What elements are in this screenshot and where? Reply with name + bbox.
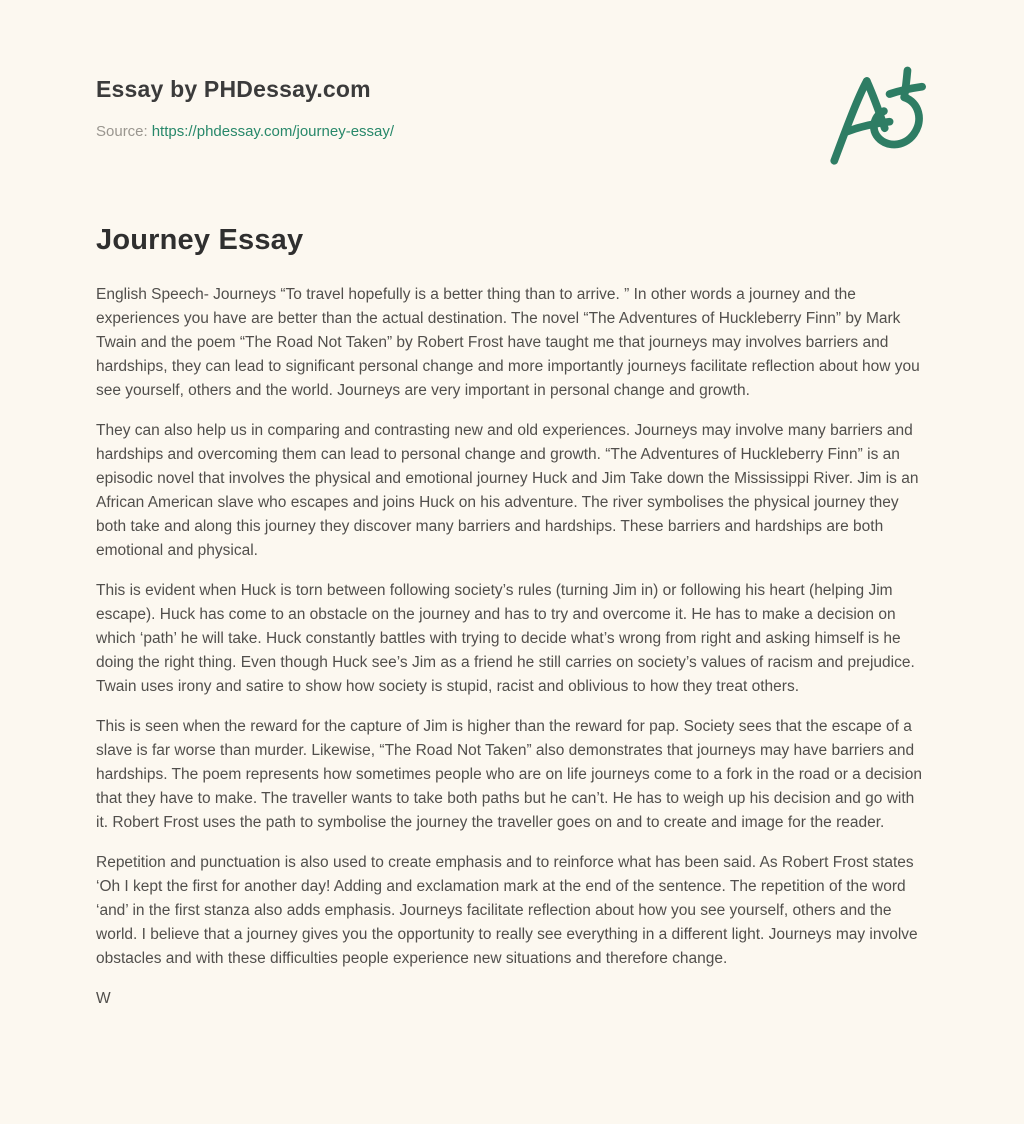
page-title: Essay by PHDessay.com: [96, 76, 371, 102]
source-line: [96, 123, 936, 140]
essay-paragraph: They can also help us in comparing and contrasting new and old experiences. Journeys may involve many barriers and hardships and overcoming them can lead to personal change and growth. “The Adventures of Huckleberry Finn” is an episodic novel that involves the physical and emotional journey Huck and Jim Take down the Mississippi River. Jim is an African American slave who escapes and joins Huck on his adventure. The river symbolises the physical journey they both take and along this journey they discover many barriers and hardships. These barriers and hardships are both emotional and physical.: [96, 422, 919, 559]
essay-title: Journey Essay: [96, 224, 304, 256]
phdessay-a-plus-logo-icon: [818, 62, 940, 170]
essay-paragraph-truncated: W: [96, 990, 111, 1007]
source-link[interactable]: https://phdessay.com/journey-essay/: [151, 123, 395, 140]
essay-paragraph: This is evident when Huck is torn between following society’s rules (turning Jim in) or following his heart (helping Jim escape). Huck has come to an obstacle on the journey and has to try and overcome it. He has to make a decision on which ‘path’ he will take. Huck constantly battles with trying to decide what’s wrong from right and asking himself is he doing the right thing. Even though Huck see’s Jim as a friend he still carries on society’s values of racism and prejudice. Twain uses irony and satire to show how society is stupid, racist and oblivious to how they treat others.: [96, 582, 915, 695]
essay-paragraph: English Speech- Journeys “To travel hopefully is a better thing than to arrive. ” In other words a journey and the experiences you have are better than the actual destination. The novel “The Adventures of Huckleberry Finn” by Mark Twain and the poem “The Road Not Taken” by Robert Frost have taught me that journeys may involves barriers and hardships, they can lead to significant personal change and more importantly journeys facilitate reflection about how you see yourself, others and the world. Journeys are very important in personal change and growth.: [96, 286, 920, 399]
essay-paragraph: Repetition and punctuation is also used to create emphasis and to reinforce what has been said. As Robert Frost states ‘Oh I kept the first for another day! Adding and exclamation mark at the end of the sentence. The repetition of the word ‘and’ in the first stanza also adds emphasis. Journeys facilitate reflection about how you see yourself, others and the world. I believe that a journey gives you the opportunity to really see everything in a different light. Journeys may involve obstacles and with these difficulties people experience new situations and therefore change.: [96, 854, 918, 967]
page-header: [0, 0, 1024, 140]
essay-paragraph: This is seen when the reward for the capture of Jim is higher than the reward for pap. Society sees that the escape of a slave is far worse than murder. Likewise, “The Road Not Taken” also demonstrates that journeys may have barriers and hardships. The poem represents how sometimes people who are on life journeys come to a fork in the road or a decision that they have to make. The traveller wants to take both paths but he can’t. He has to weigh up his decision and go with it. Robert Frost uses the path to symbolise the journey the traveller goes on and to create and image for the reader.: [96, 718, 922, 831]
source-label: Source:: [96, 123, 148, 140]
essay-body: [96, 283, 928, 1011]
essay-content: [0, 224, 1024, 1011]
